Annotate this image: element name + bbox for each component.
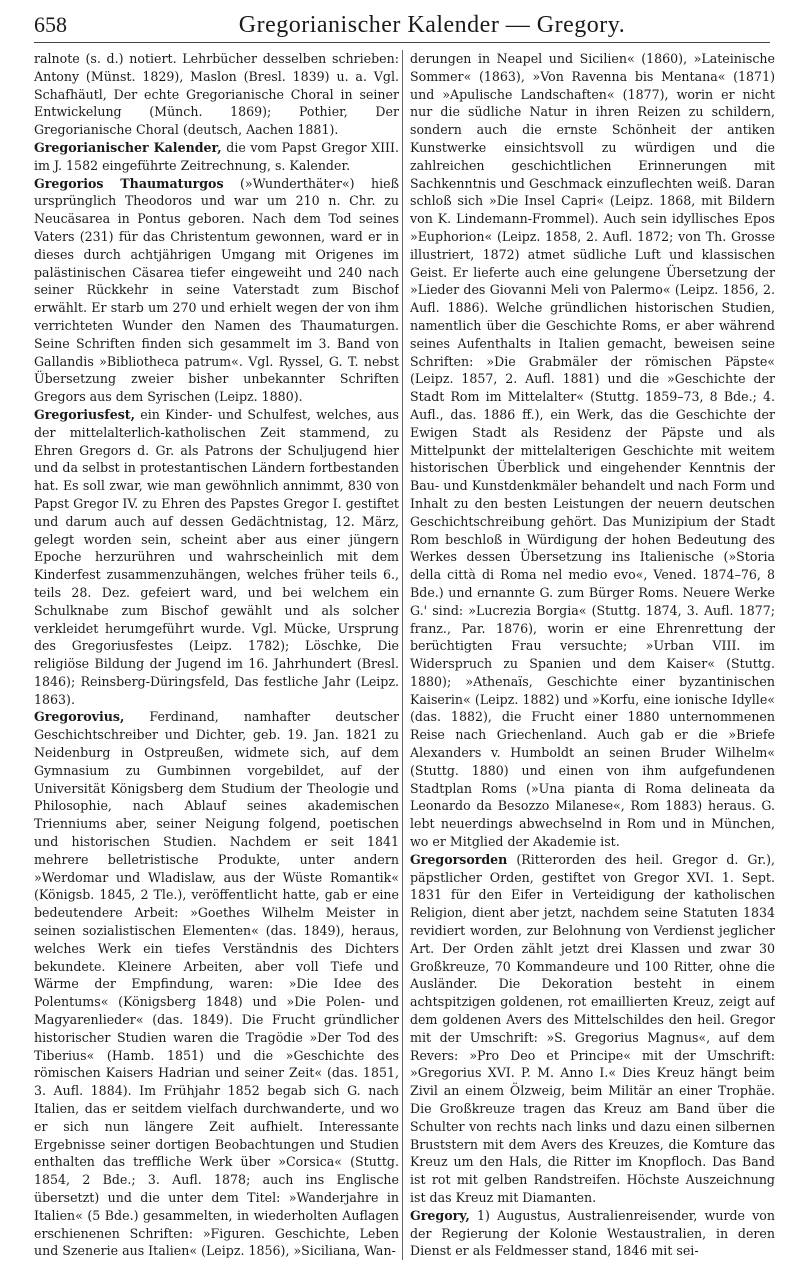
entry-text: Ferdinand, namhafter deutscher Geschichtschreiber und Dichter, geb. 19. Jan. 1821 zu Neidenburg in Ostpreußen, widmete sich, auf dem Gymnasium zu Gumbinnen vorgebildet, auf der Universität Königsberg dem Studium der Theologie und Philosophie, nach Ablauf seines akademischen Trienniums aber, seiner Neigung folgend, poetischen und historischen Studien. Nachdem er seit 1841 mehrere belletristische Produkte, unter andern »Werdomar und Wladislaw, aus der Wüste Romantik« (Königsb. 1845, 2 Tle.), veröffentlicht hatte, gab er eine bedeutendere Arbeit: »Goethes Wilhelm Meister in seinen sozialistischen Elementen« (das. 1849), heraus, welches Werk ein tiefes Verständnis des Dichters bekundete. Kleinere Arbeiten, aber voll Tiefe und Wärme der Empfindung, waren: »Die Idee des Polentums« (Königsberg 1848) und »Die Polen- und Magyarenlieder« (das. 1849). Die Frucht gründlicher historischer Studien waren die Tragödie »Der Tod des Tiberius« (Hamb. 1851) und die »Geschichte des römischen Kaisers Hadrian und seiner Zeit« (das. 1851, 3. Aufl. 1884). Im Frühjahr 1852 begab sich G. nach Italien, das er seitdem vielfach durchwanderte, und wo er sich nun längere Zeit aufhielt. Interessante Ergebnisse seiner dortigen Beobachtungen und Studien enthalten das treffliche Werk über »Corsica« (Stuttg. 1854, 2 Bde.; 3. Aufl. 1878; auch ins Englische übersetzt) und die unter dem Titel: »Wanderjahre in Italien« (5 Bde.) gesammelten, in wiederholten Auflagen erschienenen Schriften: »Figuren. Geschichte, Leben und Szenerie aus Italien« (Leipz. 1856), »Siciliana, Wan-	[34, 709, 399, 1259]
entry-headword: Gregorios Thaumaturgos	[34, 175, 224, 191]
entry-gregorovius	[34, 708, 399, 1260]
entry-text: (Ritterorden des heil. Gregor d. Gr.), päpstlicher Orden, gestiftet von Gregor XVI. 1. Sept. 1831 für den Eifer in Verteidigung der katholischen Religion, dient aber jetzt, nachdem seine Statuten 1834 revidiert worden, zur Belohnung von Verdienst jeglicher Art. Der Orden zählt jetzt drei Klassen und zwar 30 Großkreuze, 70 Kommandeure und 100 Ritter, ohne die Ausländer. Die Dekoration besteht in einem achtspitzigen goldenen, rot emaillierten Kreuz, zeigt auf dem goldenen Avers des Mittelschildes den heil. Gregor mit der Umschrift: »S. Gregorius Magnus«, auf dem Revers: »Pro Deo et Principe« mit der Umschrift: »Gregorius XVI. P. M. Anno I.« Dies Kreuz hängt beim Zivil an einem Ölzweig, beim Militär an einer Trophäe. Die Großkreuze tragen das Kreuz am Band über die Schulter von rechts nach links und dazu einen silbernen Bruststern mit dem Avers des Kreuzes, die Komture das Kreuz um den Hals, die Ritter im Knopfloch. Das Band ist rot mit gelben Randstreifen. Höchste Auszeichnung ist das Kreuz mit Diamanten.	[410, 851, 775, 1205]
entry-text: 1) Augustus, Australienreisender, wurde von der Regierung der Kolonie Westaustralien, in deren Dienst er als Feldmesser stand, 1846 mit sei-	[410, 1207, 775, 1259]
entry-text: ralnote (s. d.) notiert. Lehrbücher desselben schrieben: Antony (Münst. 1829), Maslon (Bresl. 1839) u. a. Vgl. Schafhäutl, Der echte Gregorianische Choral in seiner Entwickelung (Münch. 1869); Pothier, Der Gregorianische Choral (deutsch, Aachen 1881).	[34, 51, 399, 138]
header-rule	[34, 42, 770, 43]
entry-gregorsorden	[410, 851, 775, 1207]
entry-headword: Gregorianischer Kalender,	[34, 139, 222, 155]
right-column	[410, 50, 775, 1265]
entry-text: ein Kinder- und Schulfest, welches, aus der mittelalterlich-katholischen Zeit stammend, zu Ehren Gregors d. Gr. als Patrons der Schuljugend hier und da selbst in protestantischen Ländern fortbestanden hat. Es soll zwar, wie man gewöhnlich annimmt, 830 von Papst Gregor IV. zu Ehren des Papstes Gregor I. gestiftet und darum auch auf dessen Gedächtnistag, 12. März, gelegt worden sein, scheint aber aus einer jüngern Epoche herzurühren und wahrscheinlich mit dem Kinderfest zusammenzuhängen, welches früher teils 6., teils 28. Dez. gefeiert ward, und bei welchem ein Schulknabe zum Bischof gewählt und als solcher verkleidet herumgeführt wurde. Vgl. Mücke, Ursprung des Gregoriusfestes (Leipz. 1782); Löschke, Die religiöse Bildung der Jugend im 16. Jahrhundert (Bresl. 1846); Reinsberg-Düringsfeld, Das festliche Jahr (Leipz. 1863).	[34, 406, 399, 707]
entry-text: derungen in Neapel und Sicilien« (1860), »Lateinische Sommer« (1863), »Von Ravenna bis Mentana« (1871) und »Apulische Landschaften« (1877), worin er nicht nur die südliche Natur in ihren Reizen zu schildern, sondern auch die ernste Schönheit der antiken Kunstwerke einsichtsvoll zu würdigen und die zahlreichen geschichtlichen Erinnerungen mit Sachkenntnis und Geschmack einzuflechten weiß. Daran schloß sich »Die Insel Capri« (Leipz. 1868, mit Bildern von K. Lindemann-Frommel). Auch sein idyllisches Epos »Euphorion« (Leipz. 1858, 2. Aufl. 1872; von Th. Grosse illustriert, 1872) atmet südliche Luft und klassischen Geist. Er lieferte auch eine gelungene Übersetzung der »Lieder des Giovanni Meli von Palermo« (Leipz. 1856, 2. Aufl. 1886). Welche gründlichen historischen Studien, namentlich über die Geschichte Roms, er aber während seines Aufenthalts in Italien gemacht, beweisen seine Schriften: »Die Grabmäler der römischen Päpste« (Leipz. 1857, 2. Aufl. 1881) und die »Geschichte der Stadt Rom im Mittelalter« (Stuttg. 1859–73, 8 Bde.; 4. Aufl., das. 1886 ff.), ein Werk, das die Geschichte der Ewigen Stadt als Residenz der Päpste und als Mittelpunkt der mittelalterigen Geschichte mit weitem historischen Überblick und eingehender Kenntnis der Bau- und Kunstdenkmäler behandelt und nach Form und Inhalt zu den besten Leistungen der neuern deutschen Geschichtschreibung gehört. Das Munizipium der Stadt Rom beschloß in Würdigung der hohen Bedeutung des Werkes dessen Übersetzung ins Italienische (»Storia della città di Roma nel medio evo«, Vened. 1874–76, 8 Bde.) und ernannte G. zum Bürger Roms. Neuere Werke G.' sind: »Lucrezia Borgia« (Stuttg. 1874, 3. Aufl. 1877; franz., Par. 1876), worin er eine Ehrenrettung der berüchtigten Frau versuchte; »Urban VIII. im Widerspruch zu Spanien und dem Kaiser« (Stuttg. 1880); »Athenaïs, Geschichte einer byzantinischen Kaiserin« (Leipz. 1882) und »Korfu, eine ionische Idylle« (das. 1882), die Frucht einer 1880 unternommenen Reise nach Griechenland. Auch gab er die »Briefe Alexanders v. Humboldt an seinen Bruder Wilhelm« (Stuttg. 1880) und einen von ihm aufgefundenen Stadtplan Roms (»Una pianta di Roma delineata da Leonardo da Besozzo Milanese«, Rom 1883) heraus. G. lebt neuerdings abwechselnd in Rom und in München, wo er Mitglied der Akademie ist.	[410, 51, 775, 850]
entry-headword: Gregory,	[410, 1207, 470, 1223]
running-title: Gregorianischer Kalender — Gregory.	[238, 11, 626, 38]
entry-text: (»Wunderthäter«) hieß ursprünglich Theodoros und war um 210 n. Chr. zu Neucäsarea in Pontus geboren. Nach dem Tod seines Vaters (231) für das Christentum gewonnen, ward er in dieses durch achtjährigen Umgang mit Origenes im palästinischen Cäsarea tiefer eingeweiht und 240 nach seiner Rückkehr in seine Vaterstadt zum Bischof erwählt. Er starb um 270 und erhielt wegen der von ihm verrichteten Wunder den Namen des Thaumaturgen. Seine Schriften finden sich gesammelt im 3. Band von Gallandis »Bibliotheca patrum«. Vgl. Ryssel, G. T. nebst Übersetzung zweier bisher unbekannter Schriften Gregors aus dem Syrischen (Leipz. 1880).	[34, 175, 399, 405]
entry-headword: Gregoriusfest,	[34, 406, 135, 422]
column-divider	[402, 50, 403, 1260]
entry-continuation	[410, 50, 775, 851]
entry-gregorios-thaumaturgos	[34, 175, 399, 406]
entry-headword: Gregorovius,	[34, 709, 125, 725]
entry-headword: Gregorsorden	[410, 851, 508, 867]
entry-gregoriusfest	[34, 406, 399, 709]
entry-gregory	[410, 1207, 775, 1260]
left-column	[34, 50, 399, 1265]
entry-gregorianischer-kalender	[34, 139, 399, 175]
entry-text: die vom Papst Gregor XIII. im J. 1582 eingeführte Zeitrechnung, s. Kalender.	[34, 139, 399, 173]
entry-continuation	[34, 50, 399, 139]
page-header	[34, 10, 770, 40]
page-number: 658	[34, 12, 67, 37]
